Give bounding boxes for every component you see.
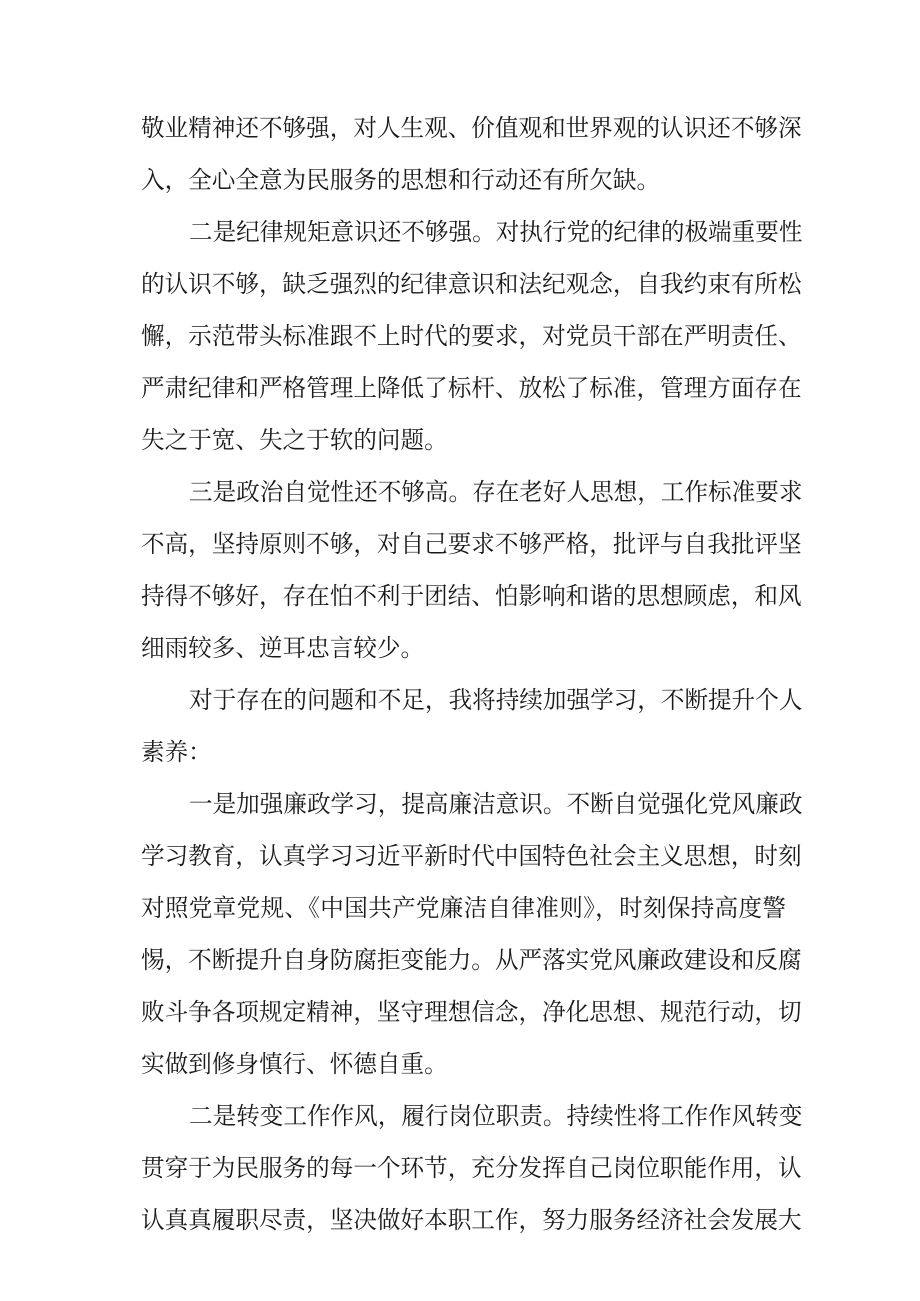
text-line: 细雨较多、逆耳忠言较少。 [141, 634, 425, 662]
paragraph-start-line: 三是政治自觉性还不够高。存在老好人思想，工作标准要求 [189, 478, 803, 506]
text-line: 实做到修身慎行、怀德自重。 [141, 1050, 448, 1078]
text-line: 素养： [141, 738, 212, 766]
text-line: 惕，不断提升自身防腐拒变能力。从严落实党风廉政建设和反腐 [141, 946, 802, 974]
text-line: 的认识不够，缺乏强烈的纪律意识和法纪观念，自我约束有所松 [141, 270, 802, 298]
paragraph-start-line: 二是纪律规矩意识还不够强。对执行党的纪律的极端重要性 [189, 218, 803, 246]
text-line: 持得不够好，存在怕不利于团结、怕影响和谐的思想顾虑，和风 [141, 582, 802, 610]
text-line: 严肃纪律和严格管理上降低了标杆、放松了标准，管理方面存在 [141, 374, 802, 402]
text-line: 认真真履职尽责，坚决做好本职工作，努力服务经济社会发展大 [141, 1206, 802, 1234]
text-line: 敬业精神还不够强，对人生观、价值观和世界观的认识还不够深 [141, 114, 802, 142]
text-line: 学习教育，认真学习习近平新时代中国特色社会主义思想，时刻 [141, 842, 802, 870]
paragraph-start-line: 二是转变工作作风，履行岗位职责。持续性将工作作风转变 [189, 1102, 803, 1130]
text-line: 对照党章党规、《中国共产党廉洁自律准则》，时刻保持高度警 [141, 894, 786, 922]
text-line: 懈，示范带头标准跟不上时代的要求，对党员干部在严明责任、 [141, 322, 802, 350]
paragraph-start-line: 对于存在的问题和不足，我将持续加强学习，不断提升个人 [189, 686, 803, 714]
text-line: 失之于宽、失之于软的问题。 [141, 426, 448, 454]
text-line: 不高，坚持原则不够，对自己要求不够严格，批评与自我批评坚 [141, 530, 802, 558]
text-line: 入，全心全意为民服务的思想和行动还有所欠缺。 [141, 166, 661, 194]
text-line: 贯穿于为民服务的每一个环节，充分发挥自己岗位职能作用，认 [141, 1154, 802, 1182]
text-line: 败斗争各项规定精神，坚守理想信念，净化思想、规范行动，切 [141, 998, 802, 1026]
paragraph-start-line: 一是加强廉政学习，提高廉洁意识。不断自觉强化党风廉政 [189, 790, 803, 818]
